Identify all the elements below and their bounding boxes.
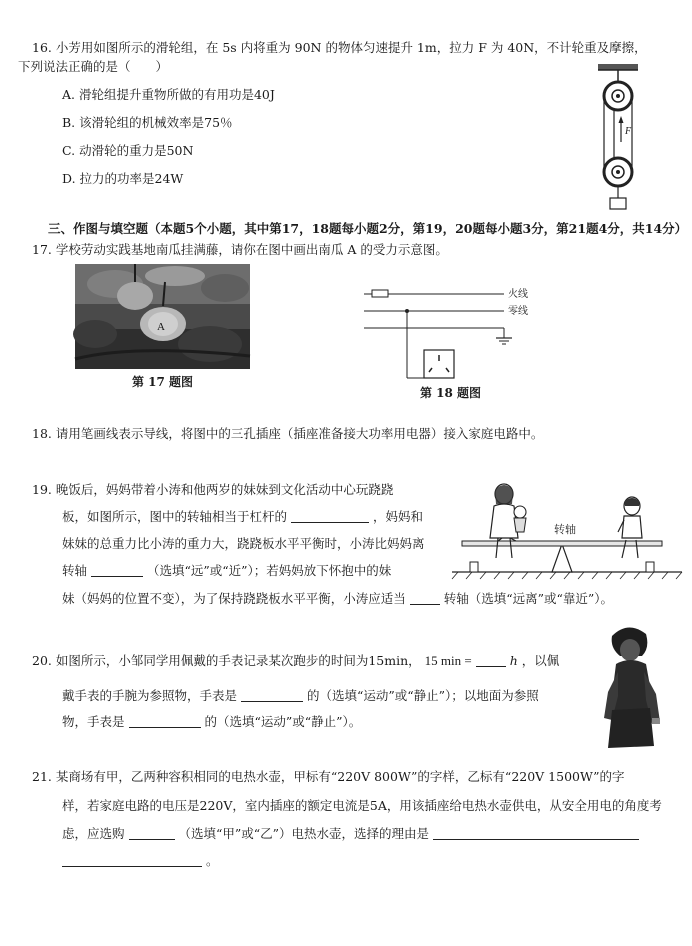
q20-line2 (62, 686, 539, 704)
pulley-system-figure (590, 60, 650, 212)
q21-blank-2[interactable] (433, 826, 639, 840)
q16-stem-line2: 下列说法正确的是（ ） (18, 59, 169, 74)
q19-line2-text-a: 板，如图所示，图中的转轴相当于杠杆的 (62, 509, 288, 524)
q19-line4 (62, 561, 391, 579)
q16-option-b: B. 该滑轮组的机械效率是75％ (62, 115, 233, 130)
q19-line1: 19. 晚饭后，妈妈带着小涛和他两岁的妹妹到文化活动中心玩跷跷 (32, 482, 394, 497)
q19-line2-text-b: ，妈妈和 (372, 509, 423, 524)
q21-line3-text-a: 虑，应选购 (62, 826, 125, 841)
q20-line3-text-a: 物，手表是 (62, 714, 125, 729)
section3-heading: 三、作图与填空题（本题5个小题，其中第17，18题每小题2分，第19，20题每小题3分，第21题4分，共14分） (48, 221, 688, 236)
q19-blank-2[interactable] (91, 563, 143, 577)
q21-line4-period: 。 (205, 853, 219, 868)
q20-blank-3[interactable] (129, 714, 201, 728)
q20-line2-text-a: 戴手表的手腕为参照物，手表是 (62, 688, 238, 703)
q16-option-a: A. 滑轮组提升重物所做的有用功是40J (62, 87, 275, 102)
q19-line5 (62, 589, 613, 607)
q19-line5-text-a: 妹（妈妈的位置不变），为了保持跷跷板水平平衡，小涛应适当 (62, 591, 406, 606)
q17-caption: 第 17 题图 (132, 375, 194, 389)
pumpkin-photo (75, 264, 250, 369)
q20-line1 (32, 651, 559, 669)
runner-photo (598, 622, 662, 748)
q17-text: 17. 学校劳动实践基地南瓜挂满藤，请你在图中画出南瓜 A 的受力示意图。 (32, 242, 448, 257)
q20-blank-1[interactable] (476, 653, 506, 667)
q19-line2 (62, 507, 423, 525)
q20-line1-text-a: 20. 如图所示，小邹同学用佩戴的手表记录某次跑步的时间为15min， (32, 653, 421, 668)
q21-line3 (62, 824, 639, 842)
q20-line1-text-d: ，以佩 (521, 653, 560, 668)
q19-line4-text-b: （选填“远”或“近”）；若妈妈放下怀抱中的妹 (146, 563, 392, 578)
q19-blank-1[interactable] (291, 509, 369, 523)
pulley-force-label: F (625, 126, 632, 137)
pumpkin-label-a: A (157, 321, 165, 333)
q21-line1: 21. 某商场有甲，乙两种容积相同的电热水壶，甲标有“220V 800W”的字样，乙标有“220V 1500W”的字 (32, 769, 625, 784)
fire-wire-label: 火线 (508, 289, 528, 300)
q16-stem-line1: 16. 小芳用如图所示的滑轮组，在 5s 内将重为 90N 的物体匀速提升 1m，拉力 F 为 40N，不计轮重及摩擦， (32, 40, 647, 55)
q20-unit-h: h (509, 653, 518, 668)
q20-line3 (62, 712, 361, 730)
q18-caption: 第 18 题图 (420, 386, 482, 400)
pivot-label: 转轴 (554, 524, 576, 536)
q21-line3-text-b: （选填“甲”或“乙”）电热水壶，选择的理由是 (178, 826, 430, 841)
q19-line3: 妹妹的总重力比小涛的重力大，跷跷板水平平衡时，小涛比妈妈离 (62, 536, 425, 551)
q20-line2-text-b: 的（选填“运动”或“静止”）；以地面为参照 (306, 688, 539, 703)
q20-line3-text-b: 的（选填“运动”或“静止”）。 (204, 714, 362, 729)
seesaw-figure (452, 478, 682, 582)
q19-line4-text-a: 转轴 (62, 563, 88, 578)
circuit-figure (364, 280, 550, 398)
q20-blank-2[interactable] (241, 688, 303, 702)
neutral-wire-label: 零线 (508, 306, 528, 317)
q21-blank-3[interactable] (62, 853, 202, 867)
q18-text: 18. 请用笔画线表示导线，将图中的三孔插座（插座准备接大功率用电器）接入家庭电路中。 (32, 426, 544, 441)
q16-option-c: C. 动滑轮的重力是50N (62, 143, 194, 158)
q19-line5-text-b: 转轴（选填“远离”或“靠近”）。 (443, 591, 614, 606)
q21-blank-1[interactable] (129, 826, 175, 840)
q20-equation-lhs: 15 min = (424, 653, 472, 668)
q19-blank-3[interactable] (410, 591, 440, 605)
q21-line4 (62, 851, 219, 869)
q21-line2: 样，若家庭电路的电压是220V，室内插座的额定电流是5A，用该插座给电热水壶供电，从安全用电的角度考 (62, 798, 662, 813)
q16-option-d: D. 拉力的功率是24W (62, 171, 184, 186)
